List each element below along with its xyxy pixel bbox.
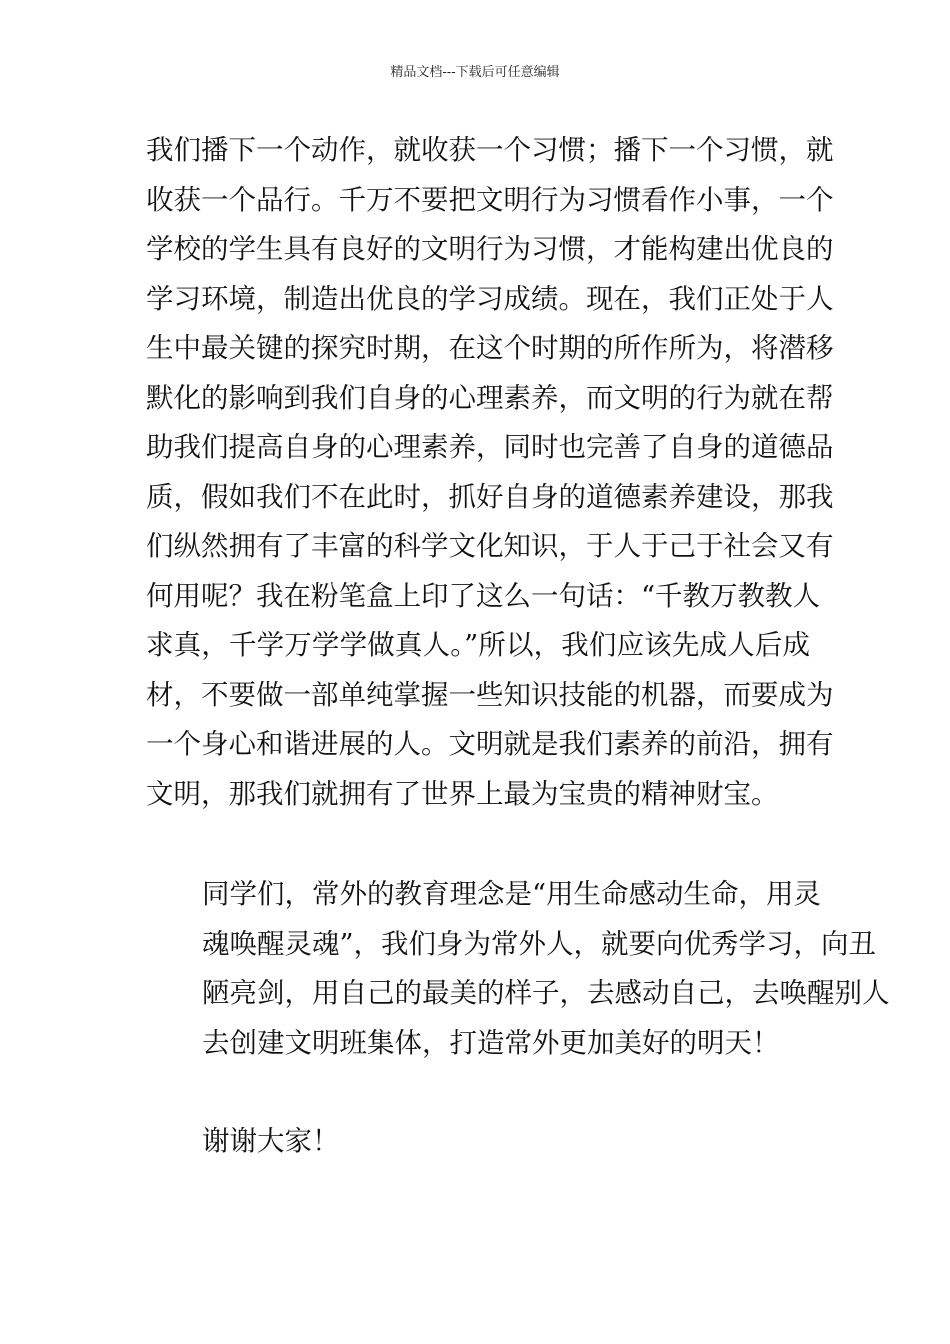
paragraph-2	[146, 870, 890, 1068]
paragraph-line: 文明，那我们就拥有了世界上最为宝贵的精神财宝。	[146, 777, 779, 810]
paragraph-line: 何用呢？我在粉笔盒上印了这么一句话：“千教万教教人	[146, 579, 821, 612]
paragraph-line: 同学们，常外的教育理念是“用生命感动生命，用灵	[202, 878, 822, 910]
paragraph-line: 默化的影响到我们自身的心理素养，而文明的行为就在帮	[146, 381, 834, 414]
paragraph-line: 收获一个品行。千万不要把文明行为习惯看作小事，一个	[146, 183, 834, 216]
paragraph-line: 魂唤醒灵魂”，我们身为常外人，就要向优秀学习，向丑	[202, 927, 877, 960]
paragraph-line: 我们播下一个动作，就收获一个习惯；播下一个习惯，就	[146, 134, 834, 166]
paragraph-line: 学校的学生具有良好的文明行为习惯，才能构建出优良的	[146, 233, 834, 265]
paragraph-1	[146, 126, 834, 819]
paragraph-line: 质，假如我们不在此时，抓好自身的道德素养建设，那我	[146, 480, 834, 513]
paragraph-line: 求真，千学万学学做真人。”所以，我们应该先成人后成	[146, 629, 810, 661]
paragraph-line: 们纵然拥有了丰富的科学文化知识，于人于己于社会又有	[146, 530, 834, 562]
paragraph-line: 去创建文明班集体，打造常外更加美好的明天！	[202, 1026, 780, 1059]
page-header: 精品文档---下载后可任意编辑	[390, 65, 560, 80]
paragraph-line: 生中最关键的探究时期，在这个时期的所作所为，将潜移	[146, 332, 834, 364]
paragraph-line: 一个身心和谐进展的人。文明就是我们素养的前沿，拥有	[146, 728, 834, 760]
paragraph-line: 材，不要做一部单纯掌握一些知识技能的机器，而要成为	[146, 678, 834, 711]
paragraph-line: 学习环境，制造出优良的学习成绩。现在，我们正处于人	[146, 282, 834, 315]
paragraph-3-closing	[146, 1117, 810, 1167]
paragraph-line: 助我们提高自身的心理素养，同时也完善了自身的道德品	[146, 431, 834, 463]
closing-line: 谢谢大家！	[202, 1125, 340, 1157]
paragraph-line: 陋亮剑，用自己的最美的样子，去感动自己，去唤醒别人	[202, 977, 890, 1009]
